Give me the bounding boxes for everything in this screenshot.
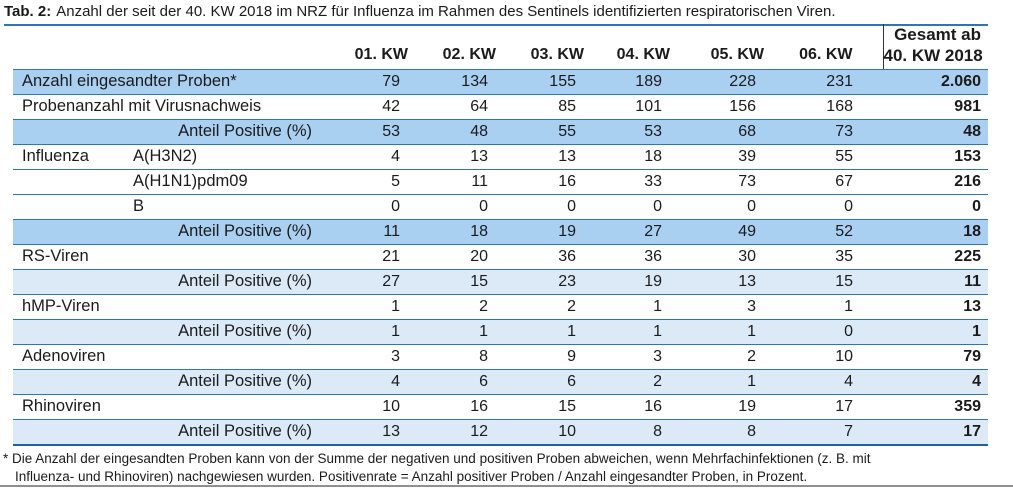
table-row [13, 194, 988, 219]
table-footnote [3, 450, 1007, 485]
table-body [13, 69, 988, 445]
header-total-line1: Gesamt ab [894, 25, 981, 45]
table-row [13, 419, 988, 445]
cell-total-value: 79 [883, 344, 988, 369]
cell-kw-value: 13 [496, 144, 584, 169]
row-label: Anzahl eingesandter Proben* [13, 69, 320, 94]
cell-kw-value: 20 [408, 244, 496, 269]
row-group-label [13, 319, 130, 344]
cell-kw-value: 27 [584, 219, 670, 244]
cell-total-value: 216 [883, 169, 988, 194]
cell-kw-value: 0 [320, 194, 408, 219]
row-label: Anteil Positive (%) [130, 319, 320, 344]
cell-kw-value: 23 [496, 269, 584, 294]
cell-kw-value: 17 [764, 394, 883, 419]
row-label: A(H1N1)pdm09 [130, 169, 320, 194]
cell-kw-value: 228 [670, 69, 764, 94]
cell-kw-value: 39 [670, 144, 764, 169]
footnote-line-1: * Die Anzahl der eingesandten Proben kann von der Summe der negativen und positiven Proben abweichen, wenn Mehrfachinfektionen (z. B. mit [3, 451, 871, 466]
cell-kw-value: 3 [670, 294, 764, 319]
cell-total-value: 2.060 [883, 69, 988, 94]
cell-kw-value: 3 [320, 344, 408, 369]
cell-kw-value: 16 [496, 169, 584, 194]
cell-kw-value: 15 [408, 269, 496, 294]
cell-kw-value: 42 [320, 94, 408, 119]
cell-kw-value: 79 [320, 69, 408, 94]
cell-kw-value: 2 [584, 369, 670, 394]
cell-kw-value: 10 [764, 344, 883, 369]
cell-kw-value: 64 [408, 94, 496, 119]
row-label: Probenanzahl mit Virusnachweis [13, 94, 320, 119]
cell-kw-value: 36 [584, 244, 670, 269]
cell-kw-value: 13 [670, 269, 764, 294]
cell-kw-value: 10 [320, 394, 408, 419]
row-group-label [13, 219, 130, 244]
cell-kw-value: 68 [670, 119, 764, 144]
row-label: A(H3N2) [130, 144, 320, 169]
cell-kw-value: 30 [670, 244, 764, 269]
cell-kw-value: 0 [764, 194, 883, 219]
sentinel-virus-table [13, 24, 988, 446]
cell-kw-value: 0 [496, 194, 584, 219]
row-label: Adenoviren [13, 344, 320, 369]
cell-total-value: 11 [883, 269, 988, 294]
header-kw-03: 03. KW [496, 24, 584, 69]
row-group-label [13, 369, 130, 394]
cell-kw-value: 189 [584, 69, 670, 94]
table-row [13, 344, 988, 369]
cell-kw-value: 8 [584, 419, 670, 445]
table-row [13, 119, 988, 144]
cell-kw-value: 168 [764, 94, 883, 119]
page-bottom-divider [0, 485, 1013, 487]
cell-kw-value: 5 [320, 169, 408, 194]
cell-kw-value: 35 [764, 244, 883, 269]
table-row [13, 144, 988, 169]
cell-kw-value: 8 [408, 344, 496, 369]
cell-kw-value: 3 [584, 344, 670, 369]
cell-kw-value: 19 [496, 219, 584, 244]
header-kw-04: 04. KW [584, 24, 670, 69]
cell-total-value: 48 [883, 119, 988, 144]
cell-kw-value: 67 [764, 169, 883, 194]
row-label: Anteil Positive (%) [130, 269, 320, 294]
row-label: Rhinoviren [13, 394, 320, 419]
cell-kw-value: 4 [320, 369, 408, 394]
cell-kw-value: 11 [320, 219, 408, 244]
cell-kw-value: 1 [320, 294, 408, 319]
row-group-label [13, 119, 130, 144]
cell-kw-value: 13 [320, 419, 408, 445]
cell-kw-value: 1 [670, 319, 764, 344]
footnote-line-2: Influenza- und Rhinoviren) nachgewiesen wurden. Positivenrate = Anzahl positiver Proben / Anzahl eingesandter Proben, in Prozent. [15, 468, 808, 484]
cell-kw-value: 10 [496, 419, 584, 445]
cell-kw-value: 1 [320, 319, 408, 344]
cell-kw-value: 19 [584, 269, 670, 294]
cell-kw-value: 19 [670, 394, 764, 419]
cell-total-value: 359 [883, 394, 988, 419]
header-kw-06: 06. KW [764, 24, 883, 69]
cell-total-value: 18 [883, 219, 988, 244]
row-group-label [13, 194, 130, 219]
cell-kw-value: 1 [584, 319, 670, 344]
cell-total-value: 1 [883, 319, 988, 344]
cell-kw-value: 52 [764, 219, 883, 244]
cell-kw-value: 11 [408, 169, 496, 194]
header-row [13, 24, 988, 69]
cell-kw-value: 101 [584, 94, 670, 119]
row-label: RS-Viren [13, 244, 320, 269]
cell-kw-value: 16 [584, 394, 670, 419]
table-row [13, 169, 988, 194]
cell-kw-value: 156 [670, 94, 764, 119]
cell-kw-value: 6 [496, 369, 584, 394]
cell-kw-value: 53 [584, 119, 670, 144]
row-group-label [13, 419, 130, 445]
cell-kw-value: 231 [764, 69, 883, 94]
cell-kw-value: 4 [764, 369, 883, 394]
cell-kw-value: 134 [408, 69, 496, 94]
row-group-label [13, 269, 130, 294]
row-label: hMP-Viren [13, 294, 320, 319]
cell-kw-value: 55 [764, 144, 883, 169]
table-caption-text: Anzahl der seit der 40. KW 2018 im NRZ für Influenza im Rahmen des Sentinels identifizierten respiratorischen Viren. [56, 3, 836, 20]
cell-kw-value: 8 [670, 419, 764, 445]
cell-kw-value: 27 [320, 269, 408, 294]
cell-kw-value: 53 [320, 119, 408, 144]
header-label-spacer [13, 24, 320, 69]
table-row [13, 269, 988, 294]
table-caption-number: Tab. 2: [4, 3, 52, 20]
cell-kw-value: 85 [496, 94, 584, 119]
cell-kw-value: 1 [670, 369, 764, 394]
cell-total-value: 153 [883, 144, 988, 169]
cell-kw-value: 12 [408, 419, 496, 445]
cell-kw-value: 4 [320, 144, 408, 169]
cell-kw-value: 55 [496, 119, 584, 144]
cell-kw-value: 0 [670, 194, 764, 219]
cell-kw-value: 1 [764, 294, 883, 319]
cell-total-value: 4 [883, 369, 988, 394]
cell-kw-value: 21 [320, 244, 408, 269]
cell-total-value: 0 [883, 194, 988, 219]
row-label: B [130, 194, 320, 219]
cell-kw-value: 155 [496, 69, 584, 94]
table-row [13, 219, 988, 244]
cell-kw-value: 18 [408, 219, 496, 244]
cell-total-value: 13 [883, 294, 988, 319]
cell-kw-value: 0 [764, 319, 883, 344]
cell-kw-value: 1 [408, 319, 496, 344]
cell-kw-value: 2 [408, 294, 496, 319]
cell-kw-value: 73 [764, 119, 883, 144]
row-label: Anteil Positive (%) [130, 219, 320, 244]
cell-kw-value: 0 [408, 194, 496, 219]
cell-kw-value: 15 [496, 394, 584, 419]
cell-kw-value: 18 [584, 144, 670, 169]
table-row [13, 244, 988, 269]
row-group-label: Influenza [13, 144, 130, 169]
table-row [13, 94, 988, 119]
table-row [13, 69, 988, 94]
header-total-line2: 40. KW 2018 [883, 46, 983, 66]
cell-kw-value: 7 [764, 419, 883, 445]
cell-kw-value: 73 [670, 169, 764, 194]
cell-kw-value: 1 [496, 319, 584, 344]
cell-kw-value: 48 [408, 119, 496, 144]
table-row [13, 319, 988, 344]
table-caption [4, 0, 988, 26]
table-row [13, 394, 988, 419]
header-kw-05: 05. KW [670, 24, 764, 69]
cell-kw-value: 36 [496, 244, 584, 269]
table-row [13, 369, 988, 394]
row-group-label [13, 169, 130, 194]
header-total [883, 24, 988, 69]
row-label: Anteil Positive (%) [130, 119, 320, 144]
cell-kw-value: 1 [584, 294, 670, 319]
cell-kw-value: 15 [764, 269, 883, 294]
cell-kw-value: 49 [670, 219, 764, 244]
cell-kw-value: 6 [408, 369, 496, 394]
cell-total-value: 981 [883, 94, 988, 119]
cell-kw-value: 2 [496, 294, 584, 319]
header-kw-01: 01. KW [320, 24, 408, 69]
cell-total-value: 17 [883, 419, 988, 445]
table-row [13, 294, 988, 319]
row-label: Anteil Positive (%) [130, 419, 320, 445]
header-kw-02: 02. KW [408, 24, 496, 69]
cell-total-value: 225 [883, 244, 988, 269]
cell-kw-value: 16 [408, 394, 496, 419]
row-label: Anteil Positive (%) [130, 369, 320, 394]
cell-kw-value: 33 [584, 169, 670, 194]
cell-kw-value: 0 [584, 194, 670, 219]
cell-kw-value: 2 [670, 344, 764, 369]
cell-kw-value: 9 [496, 344, 584, 369]
cell-kw-value: 13 [408, 144, 496, 169]
